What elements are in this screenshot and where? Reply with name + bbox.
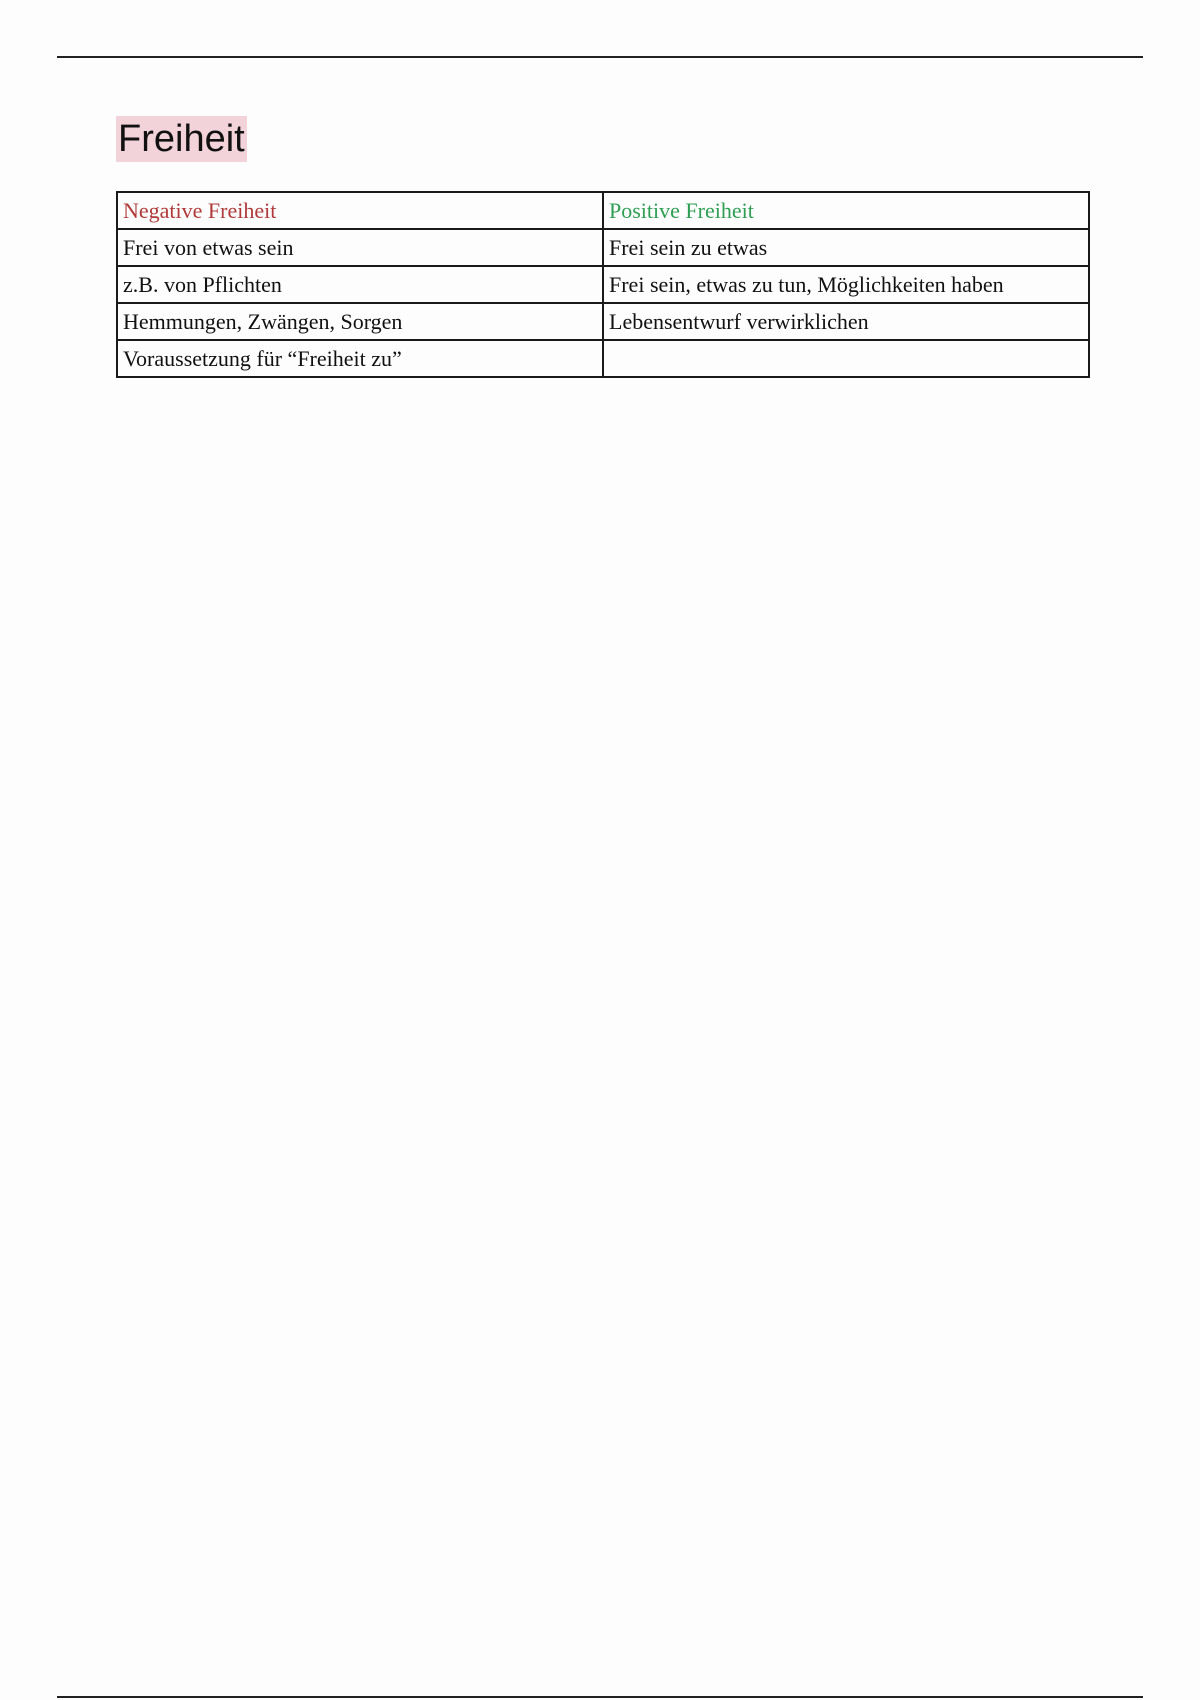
table-cell: Frei von etwas sein [117, 229, 603, 266]
table-row [117, 303, 1089, 340]
table-header-row [117, 192, 1089, 229]
table-cell: Hemmungen, Zwängen, Sorgen [117, 303, 603, 340]
header-positive-freedom: Positive Freiheit [603, 192, 1089, 229]
table-cell: Lebensentwurf verwirklichen [603, 303, 1089, 340]
table-row [117, 340, 1089, 377]
bottom-divider [57, 1696, 1143, 1698]
table-cell [603, 340, 1089, 377]
table-row [117, 266, 1089, 303]
table-cell: Frei sein zu etwas [603, 229, 1089, 266]
table-row [117, 229, 1089, 266]
table-cell: Voraussetzung für “Freiheit zu” [117, 340, 603, 377]
top-divider [57, 56, 1143, 58]
header-negative-freedom: Negative Freiheit [117, 192, 603, 229]
page-title: Freiheit [118, 118, 245, 160]
freedom-comparison-table [116, 191, 1090, 378]
table-cell: z.B. von Pflichten [117, 266, 603, 303]
table-cell: Frei sein, etwas zu tun, Möglichkeiten haben [603, 266, 1089, 303]
